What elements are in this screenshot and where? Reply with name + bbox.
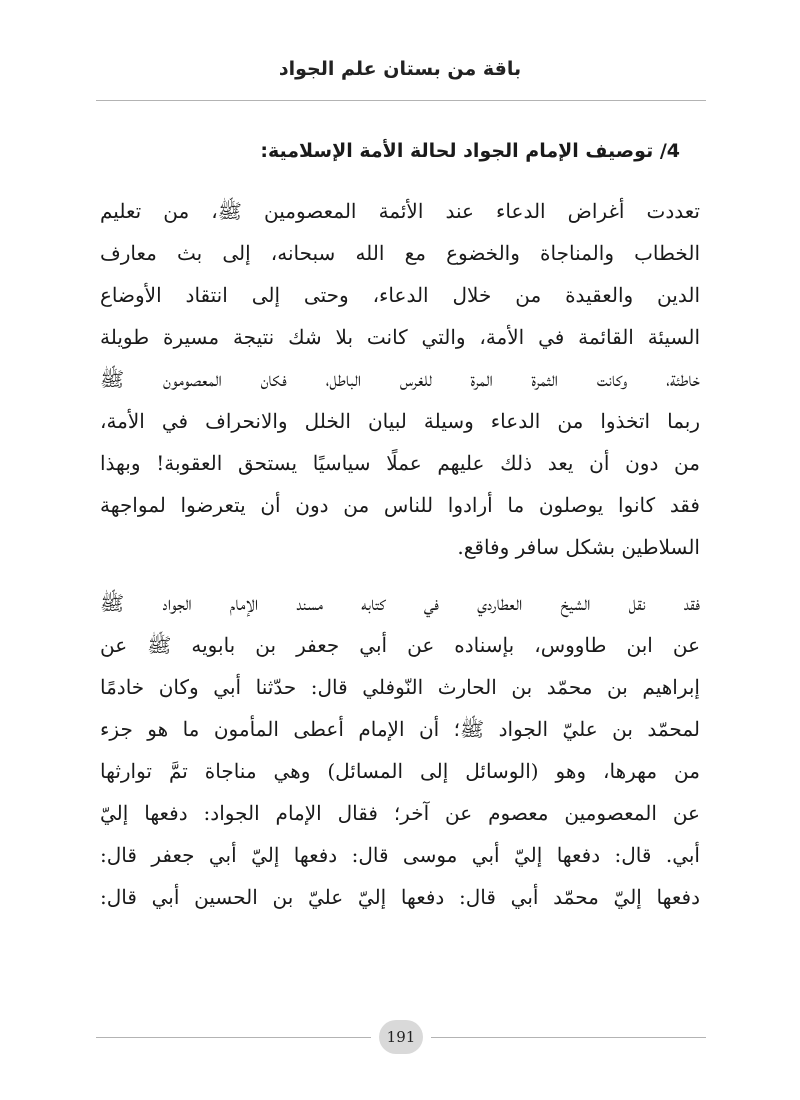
paragraph-spacer	[100, 568, 700, 582]
section-heading: 4/ توصيف الإمام الجواد لحالة الأمة الإسلامية:	[260, 140, 680, 162]
text-line: فقد كانوا يوصلون ما أرادوا للناس من دون أن يتعرضوا لمواجهة	[100, 493, 700, 517]
text-line: ربما اتخذوا من الدعاء وسيلة لبيان الخلل والانحراف في الأمة،	[100, 409, 700, 433]
header-divider	[96, 100, 706, 101]
text-line: من دون أن يعد ذلك عليهم عملًا سياسيًا يستحق العقوبة! وبهذا	[100, 451, 700, 475]
text-line: السلاطين بشكل سافر وفاقع.	[457, 535, 700, 559]
running-header: باقة من بستان علم الجواد	[278, 58, 522, 80]
text-line: أبي. قال: دفعها إليّ أبي موسى قال: دفعها إليّ أبي جعفر قال:	[100, 843, 700, 867]
text-line: إبراهيم بن محمّد بن الحارث النّوفلي قال: حدّثنا أبي وكان خادمًا	[100, 675, 700, 699]
page-footer	[96, 1018, 706, 1058]
page-number-badge: 191	[379, 1020, 423, 1054]
text-line: عن ابن طاووس، بإسناده عن أبي جعفر بن بابويه ﷺ عن	[100, 633, 700, 657]
text-line: الدين والعقيدة من خلال الدعاء، وحتى إلى انتقاد الأوضاع	[100, 283, 700, 307]
text-line: لمحمّد بن عليّ الجواد ﷺ؛ أن الإمام أعطى المأمون ما هو جزء	[100, 717, 700, 741]
text-line: عن المعصومين معصوم عن آخر؛ فقال الإمام الجواد: دفعها إليّ	[100, 801, 700, 825]
text-line: دفعها إليّ محمّد أبي قال: دفعها إليّ عليّ بن الحسين أبي قال:	[100, 885, 700, 909]
text-line: خاطئة، وكانت الثمرة المرة للغرس الباطل، فكان المعصومون ﷺ	[100, 367, 700, 391]
footer-divider-left	[96, 1037, 371, 1038]
text-line: السيئة القائمة في الأمة، والتي كانت بلا شك نتيجة مسيرة طويلة	[100, 325, 700, 349]
body-text	[100, 190, 700, 918]
text-line: من مهرها، وهو (الوسائل إلى المسائل) وهي مناجاة تمَّ توارثها	[100, 759, 700, 783]
paragraph	[100, 582, 700, 918]
footer-divider-right	[431, 1037, 706, 1038]
text-line: فقد نقل الشيخ العطاردي في كتابه مسند الإمام الجواد ﷺ	[100, 591, 700, 615]
text-line: الخطاب والمناجاة والخضوع مع الله سبحانه، إلى بث معارف	[100, 241, 700, 265]
paragraph	[100, 190, 700, 568]
text-line: تعددت أغراض الدعاء عند الأئمة المعصومين ﷺ، من تعليم	[100, 199, 700, 223]
